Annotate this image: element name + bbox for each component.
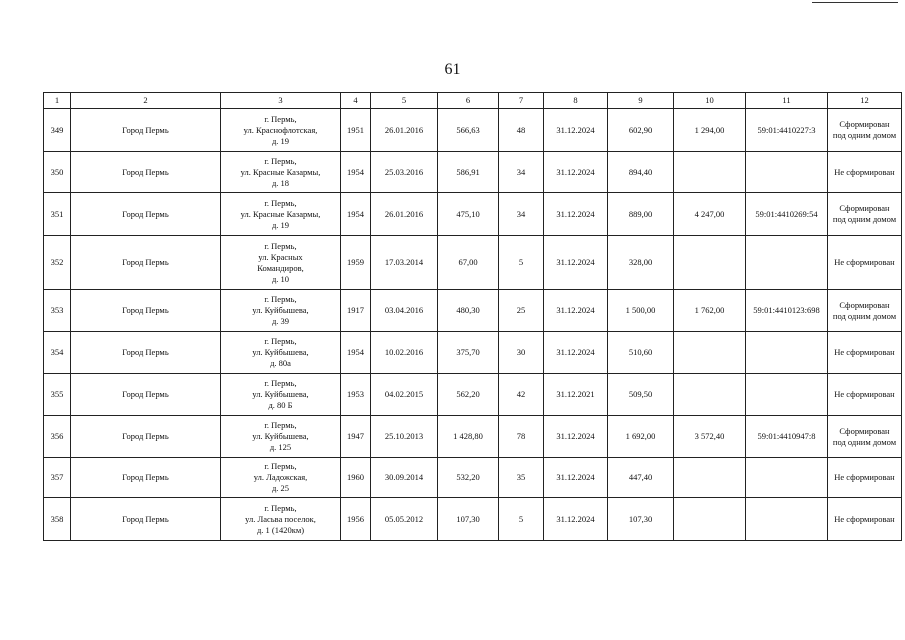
municipality-cell: Город Пермь bbox=[71, 374, 221, 416]
address-cell bbox=[221, 152, 341, 193]
land-status-cell bbox=[828, 109, 902, 152]
address-line: ул. Ладожская, bbox=[253, 472, 308, 482]
municipality-cell: Город Пермь bbox=[71, 416, 221, 458]
column-header: 10 bbox=[674, 93, 746, 109]
land-status-cell bbox=[828, 374, 902, 416]
deadline-cell: 31.12.2024 bbox=[544, 332, 608, 374]
year-cell: 1960 bbox=[341, 458, 371, 498]
deadline-cell: 31.12.2024 bbox=[544, 236, 608, 290]
count-cell: 5 bbox=[499, 236, 544, 290]
deadline-cell: 31.12.2024 bbox=[544, 109, 608, 152]
status-line: Не сформирован bbox=[834, 257, 895, 267]
date-cell: 17.03.2014 bbox=[371, 236, 438, 290]
date-cell: 05.05.2012 bbox=[371, 498, 438, 541]
column-header: 2 bbox=[71, 93, 221, 109]
land-status-cell bbox=[828, 416, 902, 458]
year-cell: 1951 bbox=[341, 109, 371, 152]
address-line: ул. Красных bbox=[258, 251, 303, 262]
row-number: 353 bbox=[44, 290, 71, 332]
land-area-cell: 1 762,00 bbox=[674, 290, 746, 332]
address-line: г. Пермь, bbox=[264, 113, 297, 124]
address-cell bbox=[221, 332, 341, 374]
deadline-cell: 31.12.2024 bbox=[544, 290, 608, 332]
address-line: г. Пермь, bbox=[264, 240, 297, 251]
count-cell: 34 bbox=[499, 193, 544, 236]
area-cell: 475,10 bbox=[438, 193, 499, 236]
row-number: 351 bbox=[44, 193, 71, 236]
area-cell: 67,00 bbox=[438, 236, 499, 290]
area-cell: 375,70 bbox=[438, 332, 499, 374]
count-cell: 42 bbox=[499, 374, 544, 416]
header-row bbox=[44, 93, 902, 109]
municipality-cell: Город Пермь bbox=[71, 290, 221, 332]
table-row bbox=[44, 498, 902, 541]
municipality-cell: Город Пермь bbox=[71, 498, 221, 541]
status-line: Не сформирован bbox=[834, 166, 895, 177]
land-status-cell bbox=[828, 498, 902, 541]
address-line: ул. Куйбышева, bbox=[252, 431, 309, 441]
value-cell: 602,90 bbox=[608, 109, 674, 152]
cadastral-number-cell bbox=[746, 498, 828, 541]
municipality-cell: Город Пермь bbox=[71, 458, 221, 498]
value-cell: 889,00 bbox=[608, 193, 674, 236]
cadastral-number-cell bbox=[746, 374, 828, 416]
land-status-cell bbox=[828, 152, 902, 193]
deadline-cell: 31.12.2024 bbox=[544, 416, 608, 458]
date-cell: 26.01.2016 bbox=[371, 109, 438, 152]
address-line: ул. Ласьва поселок, bbox=[245, 513, 316, 524]
table-row bbox=[44, 332, 902, 374]
table-row bbox=[44, 416, 902, 458]
municipality-cell: Город Пермь bbox=[71, 332, 221, 374]
column-header: 6 bbox=[438, 93, 499, 109]
column-header: 12 bbox=[828, 93, 902, 109]
count-cell: 5 bbox=[499, 498, 544, 541]
address-line: г. Пермь, bbox=[264, 197, 297, 208]
column-header: 1 bbox=[44, 93, 71, 109]
address-line: Командиров, bbox=[257, 262, 304, 273]
cadastral-number-cell: 59:01:4410227:3 bbox=[746, 109, 828, 152]
table-row bbox=[44, 374, 902, 416]
address-line: д. 18 bbox=[271, 177, 290, 188]
column-header: 8 bbox=[544, 93, 608, 109]
count-cell: 30 bbox=[499, 332, 544, 374]
land-area-cell bbox=[674, 458, 746, 498]
land-area-cell bbox=[674, 498, 746, 541]
address-line: д. 80а bbox=[270, 358, 291, 368]
status-line: Сформирован bbox=[839, 299, 890, 310]
land-status-cell bbox=[828, 332, 902, 374]
municipality-cell: Город Пермь bbox=[71, 236, 221, 290]
address-line: ул. Красные Казармы, bbox=[240, 166, 321, 177]
status-line: под одним домом bbox=[832, 214, 897, 224]
address-cell bbox=[221, 498, 341, 541]
address-line: ул. Куйбышева, bbox=[252, 347, 309, 357]
status-line: Сформирован bbox=[839, 119, 890, 129]
cadastral-number-cell bbox=[746, 332, 828, 374]
address-line: ул. Куйбышева, bbox=[252, 389, 309, 399]
cadastral-number-cell: 59:01:4410123:698 bbox=[746, 290, 828, 332]
status-line: под одним домом bbox=[832, 436, 897, 447]
row-number: 356 bbox=[44, 416, 71, 458]
land-area-cell bbox=[674, 374, 746, 416]
deadline-cell: 31.12.2024 bbox=[544, 152, 608, 193]
area-cell: 1 428,80 bbox=[438, 416, 499, 458]
cadastral-number-cell: 59:01:4410269:54 bbox=[746, 193, 828, 236]
count-cell: 48 bbox=[499, 109, 544, 152]
status-line: Не сформирован bbox=[834, 347, 895, 357]
count-cell: 34 bbox=[499, 152, 544, 193]
land-status-cell bbox=[828, 458, 902, 498]
address-line: ул. Куйбышева, bbox=[252, 305, 309, 315]
row-number: 358 bbox=[44, 498, 71, 541]
land-area-cell bbox=[674, 152, 746, 193]
deadline-cell: 31.12.2024 bbox=[544, 458, 608, 498]
value-cell: 107,30 bbox=[608, 498, 674, 541]
value-cell: 510,60 bbox=[608, 332, 674, 374]
date-cell: 25.03.2016 bbox=[371, 152, 438, 193]
address-line: г. Пермь, bbox=[264, 336, 297, 346]
address-line: г. Пермь, bbox=[264, 502, 297, 513]
address-cell bbox=[221, 290, 341, 332]
address-line: д. 10 bbox=[271, 273, 290, 284]
municipality-cell: Город Пермь bbox=[71, 152, 221, 193]
area-cell: 532,20 bbox=[438, 458, 499, 498]
municipality-cell: Город Пермь bbox=[71, 109, 221, 152]
year-cell: 1953 bbox=[341, 374, 371, 416]
status-line: Не сформирован bbox=[834, 389, 895, 399]
address-cell bbox=[221, 193, 341, 236]
column-header: 11 bbox=[746, 93, 828, 109]
land-area-cell bbox=[674, 332, 746, 374]
address-line: г. Пермь, bbox=[264, 420, 297, 430]
status-line: Сформирован bbox=[839, 203, 890, 213]
deadline-cell: 31.12.2024 bbox=[544, 193, 608, 236]
cadastral-number-cell bbox=[746, 152, 828, 193]
address-line: д. 19 bbox=[271, 219, 290, 230]
deadline-cell: 31.12.2021 bbox=[544, 374, 608, 416]
address-cell bbox=[221, 109, 341, 152]
address-line: д. 19 bbox=[271, 135, 290, 146]
address-cell bbox=[221, 458, 341, 498]
status-line: Сформирован bbox=[839, 425, 890, 436]
row-number: 355 bbox=[44, 374, 71, 416]
address-line: д. 125 bbox=[269, 442, 292, 452]
column-header: 9 bbox=[608, 93, 674, 109]
year-cell: 1947 bbox=[341, 416, 371, 458]
area-cell: 107,30 bbox=[438, 498, 499, 541]
area-cell: 566,63 bbox=[438, 109, 499, 152]
year-cell: 1954 bbox=[341, 193, 371, 236]
year-cell: 1959 bbox=[341, 236, 371, 290]
status-line: Не сформирован bbox=[834, 513, 895, 524]
cadastral-number-cell bbox=[746, 236, 828, 290]
row-number: 349 bbox=[44, 109, 71, 152]
land-area-cell: 4 247,00 bbox=[674, 193, 746, 236]
value-cell: 328,00 bbox=[608, 236, 674, 290]
value-cell: 509,50 bbox=[608, 374, 674, 416]
column-header: 7 bbox=[499, 93, 544, 109]
table-row bbox=[44, 152, 902, 193]
address-line: г. Пермь, bbox=[264, 378, 297, 388]
land-status-cell bbox=[828, 290, 902, 332]
municipality-cell: Город Пермь bbox=[71, 193, 221, 236]
count-cell: 78 bbox=[499, 416, 544, 458]
address-line: д. 39 bbox=[271, 316, 290, 326]
column-header: 3 bbox=[221, 93, 341, 109]
land-area-cell bbox=[674, 236, 746, 290]
land-area-cell: 1 294,00 bbox=[674, 109, 746, 152]
date-cell: 10.02.2016 bbox=[371, 332, 438, 374]
value-cell: 1 692,00 bbox=[608, 416, 674, 458]
year-cell: 1956 bbox=[341, 498, 371, 541]
cadastral-number-cell: 59:01:4410947:8 bbox=[746, 416, 828, 458]
row-number: 350 bbox=[44, 152, 71, 193]
deadline-cell: 31.12.2024 bbox=[544, 498, 608, 541]
column-header: 5 bbox=[371, 93, 438, 109]
address-line: г. Пермь, bbox=[264, 155, 297, 166]
address-line: г. Пермь, bbox=[264, 294, 297, 304]
date-cell: 04.02.2015 bbox=[371, 374, 438, 416]
address-cell bbox=[221, 236, 341, 290]
table-row bbox=[44, 236, 902, 290]
register-table bbox=[43, 92, 902, 541]
status-line: Не сформирован bbox=[834, 472, 895, 482]
address-cell bbox=[221, 416, 341, 458]
value-cell: 1 500,00 bbox=[608, 290, 674, 332]
row-number: 357 bbox=[44, 458, 71, 498]
value-cell: 447,40 bbox=[608, 458, 674, 498]
date-cell: 25.10.2013 bbox=[371, 416, 438, 458]
table-row bbox=[44, 290, 902, 332]
address-line: д. 1 (1420км) bbox=[256, 524, 305, 535]
count-cell: 35 bbox=[499, 458, 544, 498]
row-number: 352 bbox=[44, 236, 71, 290]
row-number: 354 bbox=[44, 332, 71, 374]
table-row bbox=[44, 109, 902, 152]
year-cell: 1954 bbox=[341, 152, 371, 193]
address-line: ул. Краснофлотская, bbox=[243, 124, 318, 135]
land-status-cell bbox=[828, 193, 902, 236]
status-line: под одним домом bbox=[832, 310, 897, 321]
cadastral-number-cell bbox=[746, 458, 828, 498]
table-row bbox=[44, 458, 902, 498]
status-line: под одним домом bbox=[832, 130, 897, 140]
table-row bbox=[44, 193, 902, 236]
area-cell: 480,30 bbox=[438, 290, 499, 332]
area-cell: 586,91 bbox=[438, 152, 499, 193]
area-cell: 562,20 bbox=[438, 374, 499, 416]
page-number: 61 bbox=[444, 61, 461, 78]
top-edge-line bbox=[812, 2, 898, 3]
land-area-cell: 3 572,40 bbox=[674, 416, 746, 458]
address-line: д. 80 Б bbox=[268, 400, 293, 410]
value-cell: 894,40 bbox=[608, 152, 674, 193]
column-header: 4 bbox=[341, 93, 371, 109]
date-cell: 30.09.2014 bbox=[371, 458, 438, 498]
address-line: г. Пермь, bbox=[264, 461, 297, 471]
land-status-cell bbox=[828, 236, 902, 290]
year-cell: 1954 bbox=[341, 332, 371, 374]
count-cell: 25 bbox=[499, 290, 544, 332]
year-cell: 1917 bbox=[341, 290, 371, 332]
address-cell bbox=[221, 374, 341, 416]
address-line: ул. Красные Казармы, bbox=[240, 208, 321, 219]
date-cell: 26.01.2016 bbox=[371, 193, 438, 236]
date-cell: 03.04.2016 bbox=[371, 290, 438, 332]
address-line: д. 25 bbox=[271, 483, 290, 493]
